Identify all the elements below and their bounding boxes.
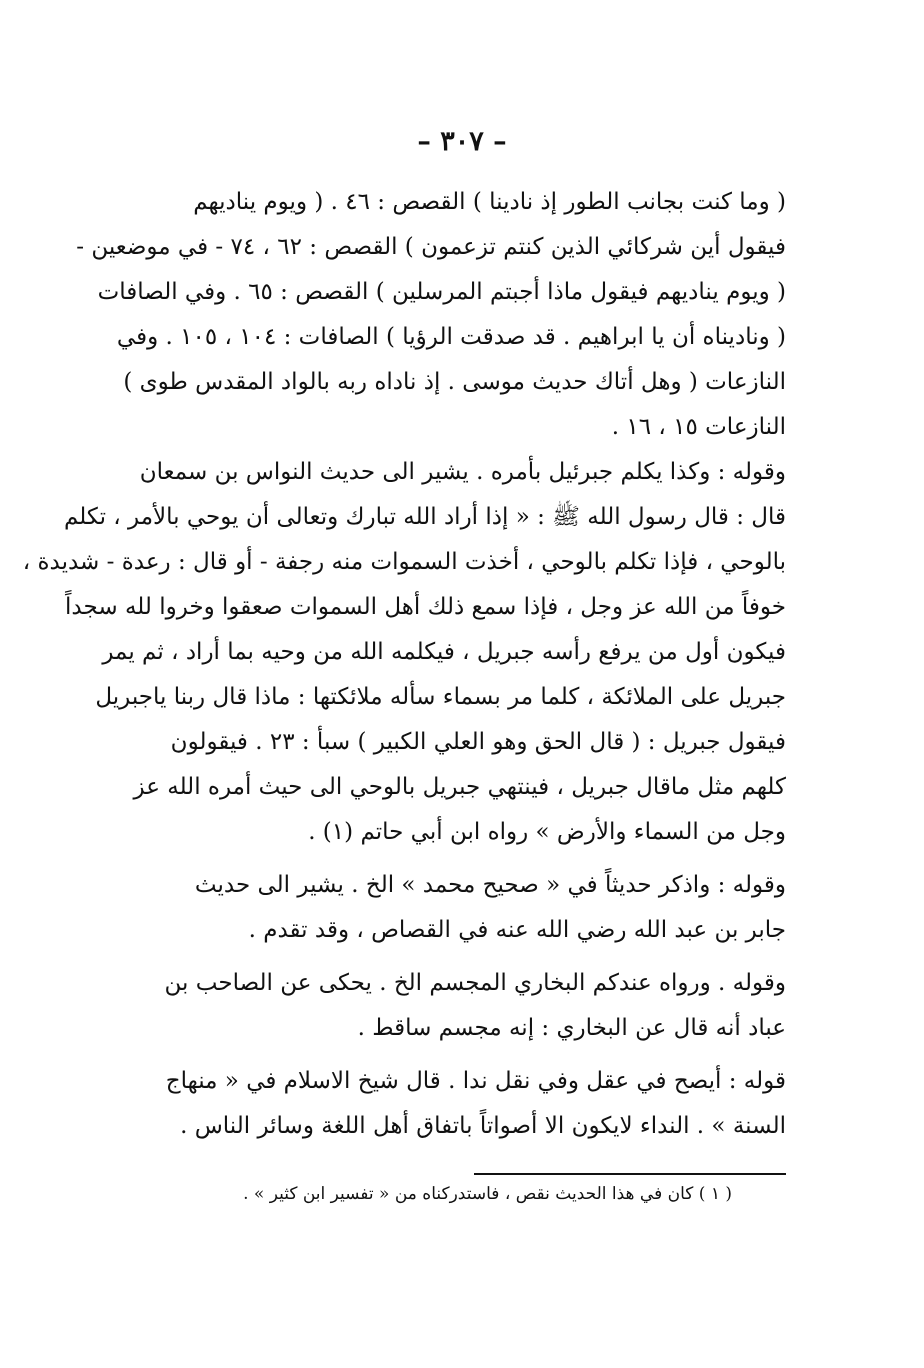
text-line: فيقول جبريل : ( قال الحق وهو العلي الكبير ) سبأ : ٢٣ . فيقولون [170,729,786,755]
text-line: وقوله . ورواه عندكم البخاري المجسم الخ . يحكى عن الصاحب بن [164,970,786,996]
paragraph-sahih-muhammad [158,863,786,953]
page-number: – ٣٠٧ – [417,126,507,157]
text-line: النازعات ( وهل أتاك حديث موسى . إذ ناداه ربه بالواد المقدس طوى ) [123,369,786,395]
paragraph-bukhari [158,961,786,1051]
text-line: فيقول أين شركائي الذين كنتم تزعمون ) القصص : ٦٢ ، ٧٤ - في موضعين - [76,234,786,260]
text-line: فيكون أول من يرفع رأسه جبريل ، فيكلمه الله من وحيه بما أراد ، ثم يمر [102,639,786,665]
text-line: وقوله : وكذا يكلم جبرئيل بأمره . يشير الى حديث النواس بن سمعان [139,459,786,485]
text-line: خوفاً من الله عز وجل ، فإذا سمع ذلك أهل السموات صعقوا وخروا لله سجداً [65,594,786,620]
text-line: السنة » . النداء لايكون الا أصواتاً باتفاق أهل اللغة وسائر الناس . [180,1113,786,1139]
text-line: وجل من السماء والأرض » رواه ابن أبي حاتم (١) . [308,819,786,845]
footnote-divider [474,1173,786,1175]
text-line: قوله : أيصح في عقل وفي نقل ندا . قال شيخ الاسلام في « منهاج [165,1068,786,1094]
paragraph-nida [158,1059,786,1149]
text-line: وقوله : واذكر حديثاً في « صحيح محمد » الخ . يشير الى حديث [194,872,786,898]
footnote: ( ١ ) كان في هذا الحديث نقص ، فاستدركناه من « تفسير ابن كثير » . [243,1184,732,1204]
paragraph-quran-citations [76,180,786,450]
text-line: النازعات ١٥ ، ١٦ . [611,414,786,440]
text-line: ( وناديناه أن يا ابراهيم . قد صدقت الرؤيا ) الصافات : ١٠٤ ، ١٠٥ . وفي [116,324,786,350]
text-line: ( ويوم يناديهم فيقول ماذا أجبتم المرسلين ) القصص : ٦٥ . وفي الصافات [97,279,786,305]
text-line: بالوحي ، فإذا تكلم بالوحي ، أخذت السموات منه رجفة - أو قال : رعدة - شديدة ، [22,549,786,575]
text-line: قال : قال رسول الله ﷺ : « إذا أراد الله تبارك وتعالى أن يوحي بالأمر ، تكلم [63,504,786,530]
text-line: ( وما كنت بجانب الطور إذ نادينا ) القصص : ٤٦ . ( ويوم يناديهم [193,189,786,215]
text-line: عباد أنه قال عن البخاري : إنه مجسم ساقط . [357,1015,786,1041]
paragraph-jibril-hadith [22,450,786,855]
text-line: كلهم مثل ماقال جبريل ، فينتهي جبريل بالوحي الى حيث أمره الله عز [133,774,786,800]
main-text [22,180,786,1149]
text-line: جابر بن عبد الله رضي الله عنه في القصاص ، وقد تقدم . [248,917,786,943]
text-line: جبريل على الملائكة ، كلما مر بسماء سأله ملائكتها : ماذا قال ربنا ياجبريل [95,684,786,710]
